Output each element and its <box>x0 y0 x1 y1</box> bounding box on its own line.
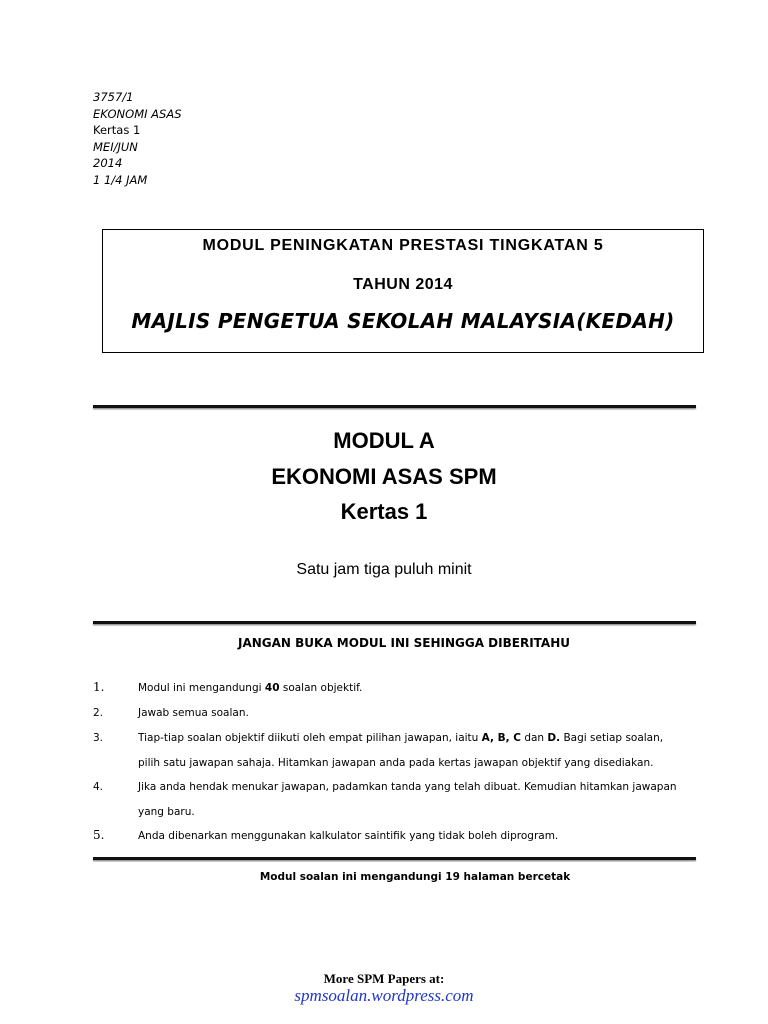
organizer-name: MAJLIS PENGETUA SEKOLAH MALAYSIA(KEDAH) <box>131 309 675 333</box>
divider-top <box>93 405 696 408</box>
paper-subject: EKONOMI ASAS <box>93 106 182 121</box>
paper-code: 3757/1 <box>93 90 134 104</box>
instruction-number: 5. <box>93 828 105 842</box>
duration-text: Satu jam tiga puluh minit <box>296 561 472 578</box>
instruction-text: Tiap-tiap soalan objektif diikuti oleh empat pilihan jawapan, iaitu A, B, C dan D. Bagi setiap soalan, pilih satu jawapan sahaja. Hitamkan jawapan anda pada kertas jawapan objektif yang disediakan. <box>138 732 664 769</box>
module-program-title: MODUL PENINGKATAN PRESTASI TINGKATAN 5 <box>202 237 604 254</box>
website-link[interactable]: spmsoalan.wordpress.com <box>294 986 474 1005</box>
instruction-number: 4. <box>93 781 104 793</box>
subject-title: EKONOMI ASAS SPM <box>271 464 497 489</box>
divider-middle <box>93 621 696 624</box>
paper-meta <box>93 89 182 188</box>
paper-title: Kertas 1 <box>340 499 428 524</box>
more-papers-label: More SPM Papers at: <box>323 971 445 986</box>
instruction-number: 2. <box>93 707 104 719</box>
warning-heading: JANGAN BUKA MODUL INI SEHINGGA DIBERITAHU <box>238 636 570 650</box>
divider-bottom <box>93 857 696 860</box>
instruction-number: 1. <box>93 680 105 694</box>
title-box <box>102 229 704 353</box>
instruction-text: Jawab semua soalan. <box>138 707 249 719</box>
instruction-text: Modul ini mengandungi 40 soalan objektif. <box>138 682 363 694</box>
module-year: TAHUN 2014 <box>353 276 453 293</box>
instruction-text: Jika anda hendak menukar jawapan, padamkan tanda yang telah dibuat. Kemudian hitamkan jawapan yang baru. <box>138 781 677 818</box>
instruction-number: 3. <box>93 732 104 744</box>
module-title: MODUL A <box>333 428 435 453</box>
page-count-note: Modul soalan ini mengandungi 19 halaman bercetak <box>259 871 571 883</box>
paper-year: 2014 <box>93 156 123 170</box>
instruction-text: Anda dibenarkan menggunakan kalkulator saintifik yang tidak boleh diprogram. <box>138 830 559 842</box>
paper-duration: 1 1/4 JAM <box>93 172 148 187</box>
paper-number: Kertas 1 <box>93 123 141 137</box>
paper-month: MEI/JUN <box>93 139 138 154</box>
